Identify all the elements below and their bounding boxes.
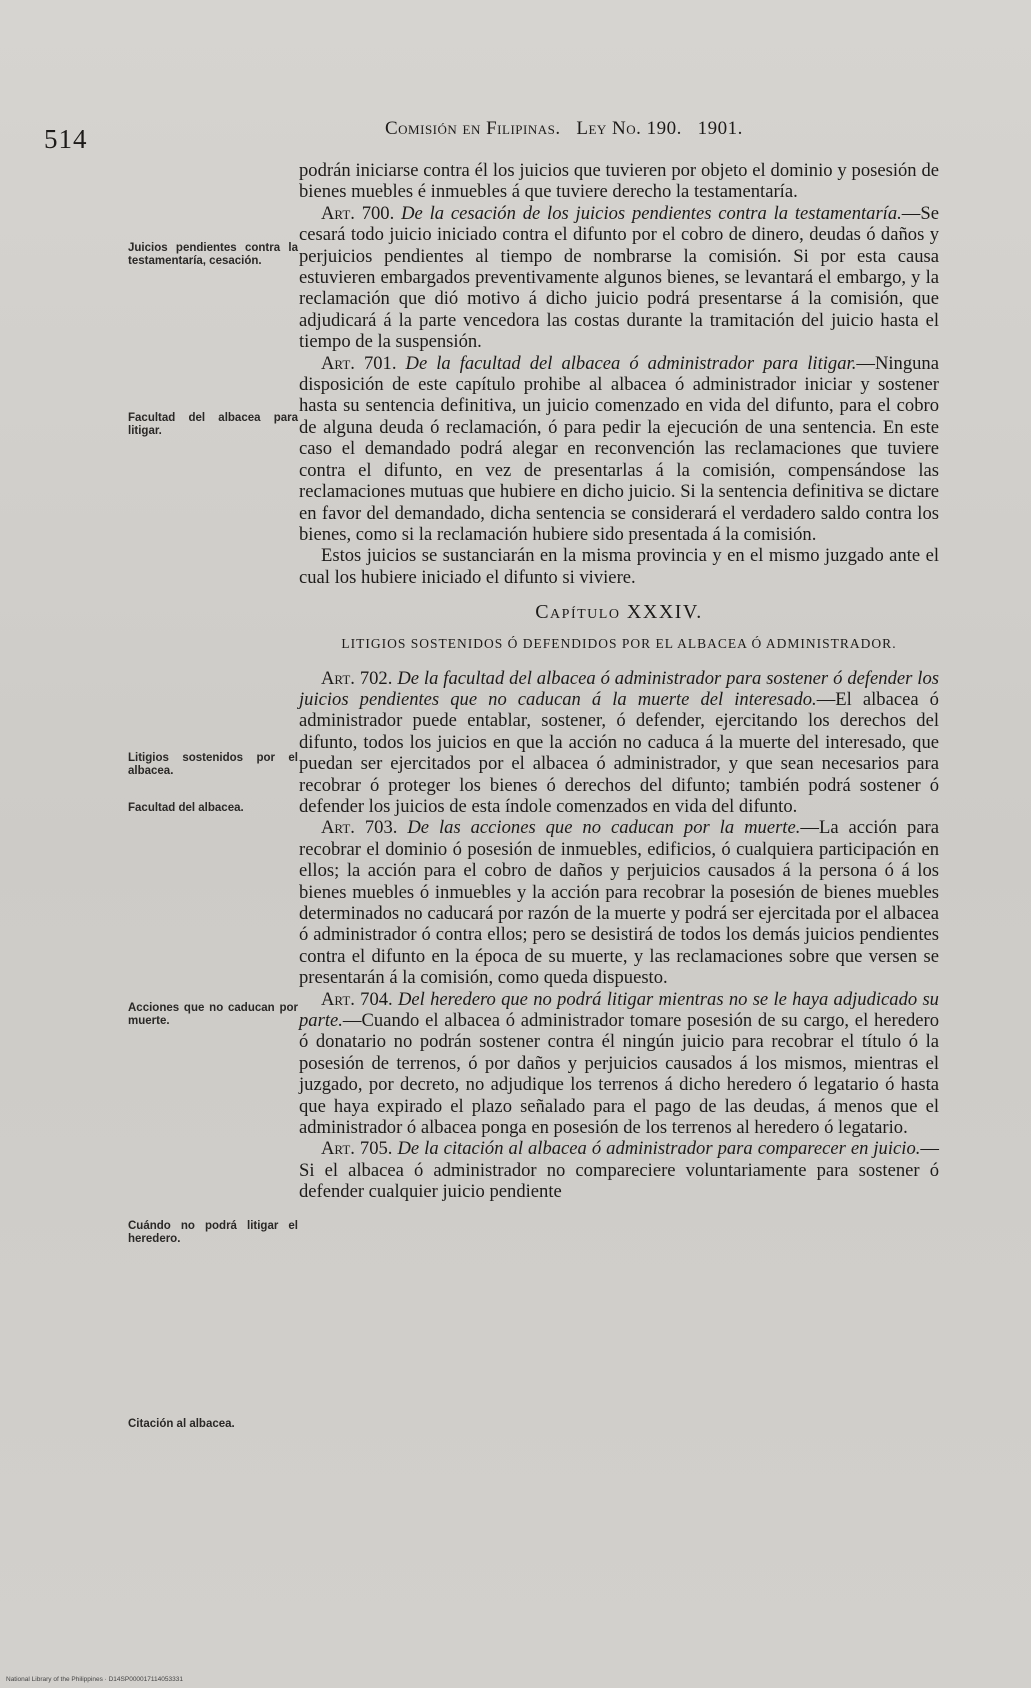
article-704 [299, 989, 939, 1139]
article-704-text: —Cuando el albacea ó administrador tomare posesión de su cargo, el heredero ó donatario no podrán sostener contra él ningún juicio para recobrar el título ó la posesión de terrenos, ó por daños y perjuicios causados á los mismos, mientras el juzgado, por decreto, no adjudique los terrenos á dicho heredero ó legatario ó hasta que haya expirado el plazo señalado para el pago de las deudas, á menos que el administrador ó albacea ponga en posesión de los terrenos al heredero ó legatario. [299, 1010, 939, 1139]
running-head [385, 118, 865, 140]
article-701-text: —Ninguna disposición de este capítulo prohibe al albacea ó administrador iniciar y sostener hasta su sentencia definitiva, un juicio comenzado en vida del difunto, para el cobro de alguna deuda ó reclamación, ó para pedir la ejecución de una sentencia. En este caso el demandado podrá alegar en reconvención las reclamaciones que tuviere contra el difunto, en vez de presentarlas á la comisión, compensándose las reclamaciones mutuas que hubiere en dicho juicio. Si la sentencia definitiva se dictare en favor del demandado, dicha sentencia se considerará el verdadero saldo contra los bienes, como si la reclamación hubiere sido presentada á la comisión. [299, 352, 939, 545]
article-705-title: De la citación al albacea ó administrador para comparecer en juicio. [397, 1138, 921, 1160]
margin-note-acciones-no-caducan: Acciones que no caducan por muerte. [128, 1002, 298, 1027]
running-head-year: 1901. [697, 118, 743, 139]
article-702-title: De la facultad del albacea ó administrador para sostener ó defender los juicios pendientes que no caducan á la muerte del interesado. [299, 667, 939, 710]
margin-note-citacion-albacea: Citación al albacea. [128, 1418, 235, 1430]
paragraph-estos-juicios: Estos juicios se sustanciarán en la misma provincia y en el mismo juzgado ante el cual los hubiere iniciado el difunto si viviere. [299, 545, 939, 588]
margin-note-facultad-albacea: Facultad del albacea. [128, 802, 244, 814]
scan-footer-credit: National Library of the Philippines · D14SP000017114053331 [6, 1676, 183, 1683]
article-702 [299, 668, 939, 818]
article-700-title: De la cesación de los juicios pendientes contra la testamentaría. [401, 202, 902, 224]
paragraph-continuation: podrán iniciarse contra él los juicios que tuvieren por objeto el dominio y posesión de bienes muebles é inmuebles á que tuviere derecho la testamentaría. [299, 160, 939, 203]
article-701-number: Art. 701. [321, 352, 397, 374]
chapter-title: Capítulo XXXIV. [535, 601, 703, 624]
margin-note-juicios-pendientes: Juicios pendientes contra la testamentaría, cesación. [128, 242, 298, 267]
article-700-number: Art. 700. [321, 202, 395, 224]
chapter-subtitle: LITIGIOS SOSTENIDOS Ó DEFENDIDOS POR EL ALBACEA Ó ADMINISTRADOR. [341, 635, 897, 651]
article-705-text: —Si el albacea ó administrador no compareciere voluntariamente para sostener ó defender cualquier juicio pendiente [299, 1138, 939, 1203]
article-700-text: —Se cesará todo juicio iniciado contra el difunto por el cobro de dinero, deudas ó daños y perjuicios pendientes al tiempo de nombrarse la comisión. Si por esta causa estuvieren embargados preventivamente algunos bienes, se levantará el embargo, y la reclamación que dió motivo á dicho juicio podrá presentarse á la comisión, que adjudicará á la parte vencedora las costas durante la tramitación del juicio hasta el tiempo de la suspensión. [299, 202, 939, 353]
article-700 [299, 203, 939, 353]
article-702-text: —El albacea ó administrador puede entablar, sostener, ó defender, ejercitando los derechos del difunto, todos los juicios en que la acción no caduca á la muerte del interesado, que puedan ser ejercitados por el albacea ó administrador, y que sean necesarios para recobrar ó proteger los bienes ó derechos del difunto; también podrá sostener ó defender los juicios de esta índole comenzados en vida del difunto. [299, 688, 939, 817]
article-704-number: Art. 704. [321, 988, 393, 1010]
article-705 [299, 1138, 939, 1202]
main-text-column [299, 160, 939, 1203]
margin-note-no-litigar-heredero: Cuándo no podrá litigar el heredero. [128, 1220, 298, 1245]
margin-note-litigios-sostenidos: Litigios sostenidos por el albacea. [128, 752, 298, 777]
article-702-number: Art. 702. [321, 667, 393, 689]
running-head-commission: Comisión en Filipinas. [385, 118, 561, 139]
article-703-title: De las acciones que no caducan por la muerte. [407, 817, 801, 839]
running-head-law: Ley No. 190. [576, 118, 682, 139]
article-701 [299, 353, 939, 546]
article-705-number: Art. 705. [321, 1138, 393, 1160]
page-number: 514 [44, 124, 88, 154]
article-703-number: Art. 703. [321, 817, 398, 839]
article-701-title: De la facultad del albacea ó administrador para litigar. [405, 352, 857, 374]
margin-note-facultad-litigar: Facultad del albacea para litigar. [128, 412, 298, 437]
article-704-title: Del heredero que no podrá litigar mientras no se le haya adjudicado su parte. [299, 988, 939, 1032]
article-703-text: —La acción para recobrar el dominio ó posesión de inmuebles, edificios, ó cualquiera participación en ellos; la acción para el cobro de daños y perjuicios causados á la persona ó á los bienes muebles ó inmuebles y la acción para recobrar la posesión de bienes muebles determinados no caducará por razón de la muerte y podrá ser ejercitada por el albacea ó administrador ó contra ellos; pero se desistirá de todos los demás juicios pendientes contra el difunto en la época de su muerte, y las reclamaciones sobre que versen se presentarán á la comisión, como queda dispuesto. [299, 817, 940, 989]
article-703 [299, 817, 939, 988]
